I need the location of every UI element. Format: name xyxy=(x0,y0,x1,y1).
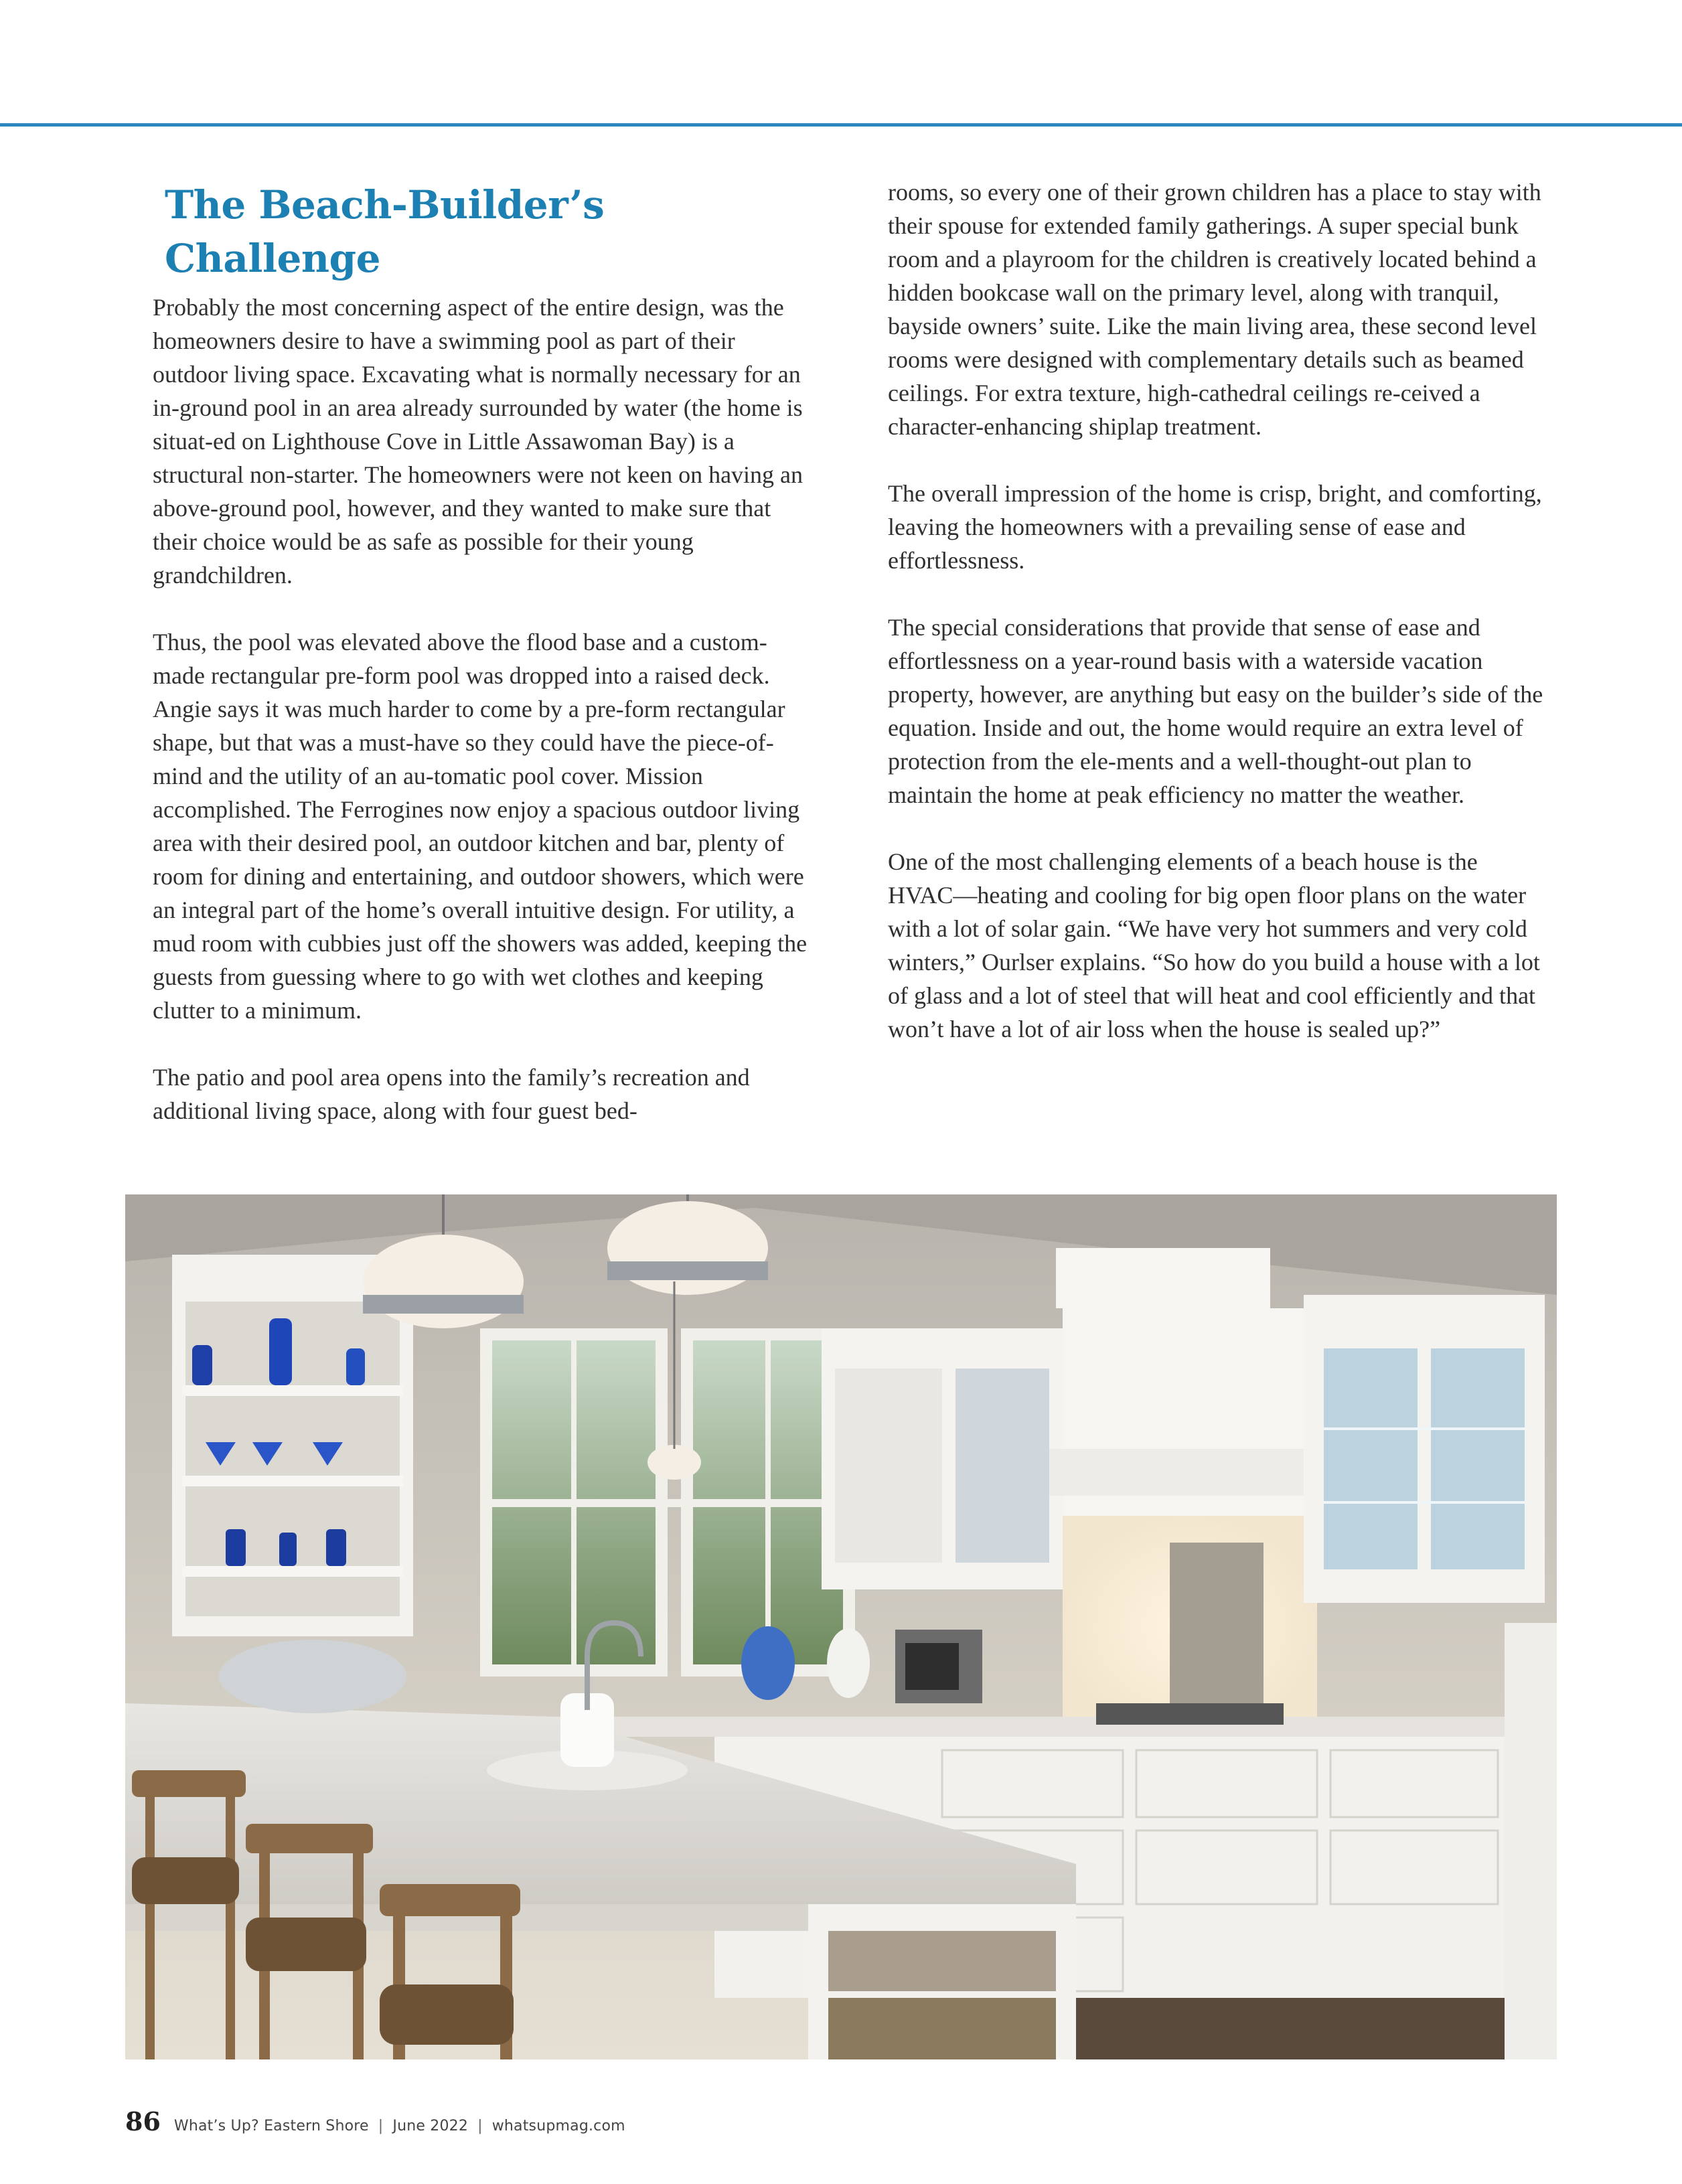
article-paragraph: The overall impression of the home is crisp, bright, and comforting, leaving the homeowners with a prevailing sense of ease and effortlessness. xyxy=(888,480,1542,574)
left-column xyxy=(153,167,809,1161)
top-rule xyxy=(0,123,1682,127)
article-paragraph: The patio and pool area opens into the family’s recreation and additional living space, along with four guest bed- xyxy=(153,1064,750,1124)
website-link[interactable]: whatsupmag.com xyxy=(491,2118,625,2134)
publication-name: What’s Up? Eastern Shore xyxy=(173,2118,369,2134)
article-paragraph: The special considerations that provide that sense of ease and effortlessness on a year-round basis with a waterside vacation property, however, are anything but easy on the builder’s side of the equation. Inside and out, the home would require an extra level of protection from the ele-ments and a well-thought-out plan to maintain the home at peak efficiency no matter the weather. xyxy=(888,614,1543,808)
article-paragraph: rooms, so every one of their grown children has a place to stay with their spouse for extended family gatherings. A super special bunk room and a playroom for the children is creatively located behind a hidden bookcase wall on the primary level, along with tranquil, bayside owners’ suite. Like the main living area, these second level rooms were designed with complementary details such as beamed ceilings. For extra texture, high-cathedral ceilings re-ceived a character-enhancing shiplap treatment. xyxy=(888,179,1541,440)
section-headline: The Beach-Builder’s Challenge xyxy=(165,182,605,281)
article-paragraph: One of the most challenging elements of a beach house is the HVAC—heating and cooling for big open floor plans on the water with a lot of solar gain. “We have very hot summers and very cold winters,” Ourlser explains. “So how do you build a house with a lot of glass and a lot of steel that will heat and cool efficiently and that won’t have a lot of air loss when the house is sealed up?” xyxy=(888,848,1540,1042)
page-footer xyxy=(125,2106,625,2140)
issue-date: June 2022 xyxy=(392,2118,469,2134)
footer-separator: | xyxy=(378,2118,384,2134)
article-paragraph: Thus, the pool was elevated above the flood base and a custom-made rectangular pre-form pool was dropped into a raised deck. Angie says it was much harder to come by a pre-form rectangular shape, but that was a must-have so they could have the piece-of-mind and the utility of an au-tomatic pool cover. Mission accomplished. The Ferrogines now enjoy a spacious outdoor living area with their desired pool, an outdoor kitchen and bar, plenty of room for dining and entertaining, and outdoor showers, which were an integral part of the home’s overall intuitive design. For utility, a mud room with cubbies just off the showers was added, keeping the guests from guessing where to go with wet clothes and keeping clutter to a minimum. xyxy=(153,629,808,1024)
article-paragraph: Probably the most concerning aspect of the entire design, was the homeowners desire to have a swimming pool as part of their outdoor living space. Excavating what is normally necessary for an in-ground pool in an area already surrounded by water (the home is situat-ed on Lighthouse Cove in Little Assawoman Bay) is a structural non-starter. The homeowners were not keen on having an above-ground pool, however, and they wanted to make sure that their choice would be as safe as possible for their young grandchildren. xyxy=(153,294,804,589)
right-column xyxy=(888,167,1544,1079)
page-number: 86 xyxy=(125,2106,161,2136)
kitchen-photo xyxy=(125,1194,1557,2059)
footer-separator: | xyxy=(477,2118,483,2134)
